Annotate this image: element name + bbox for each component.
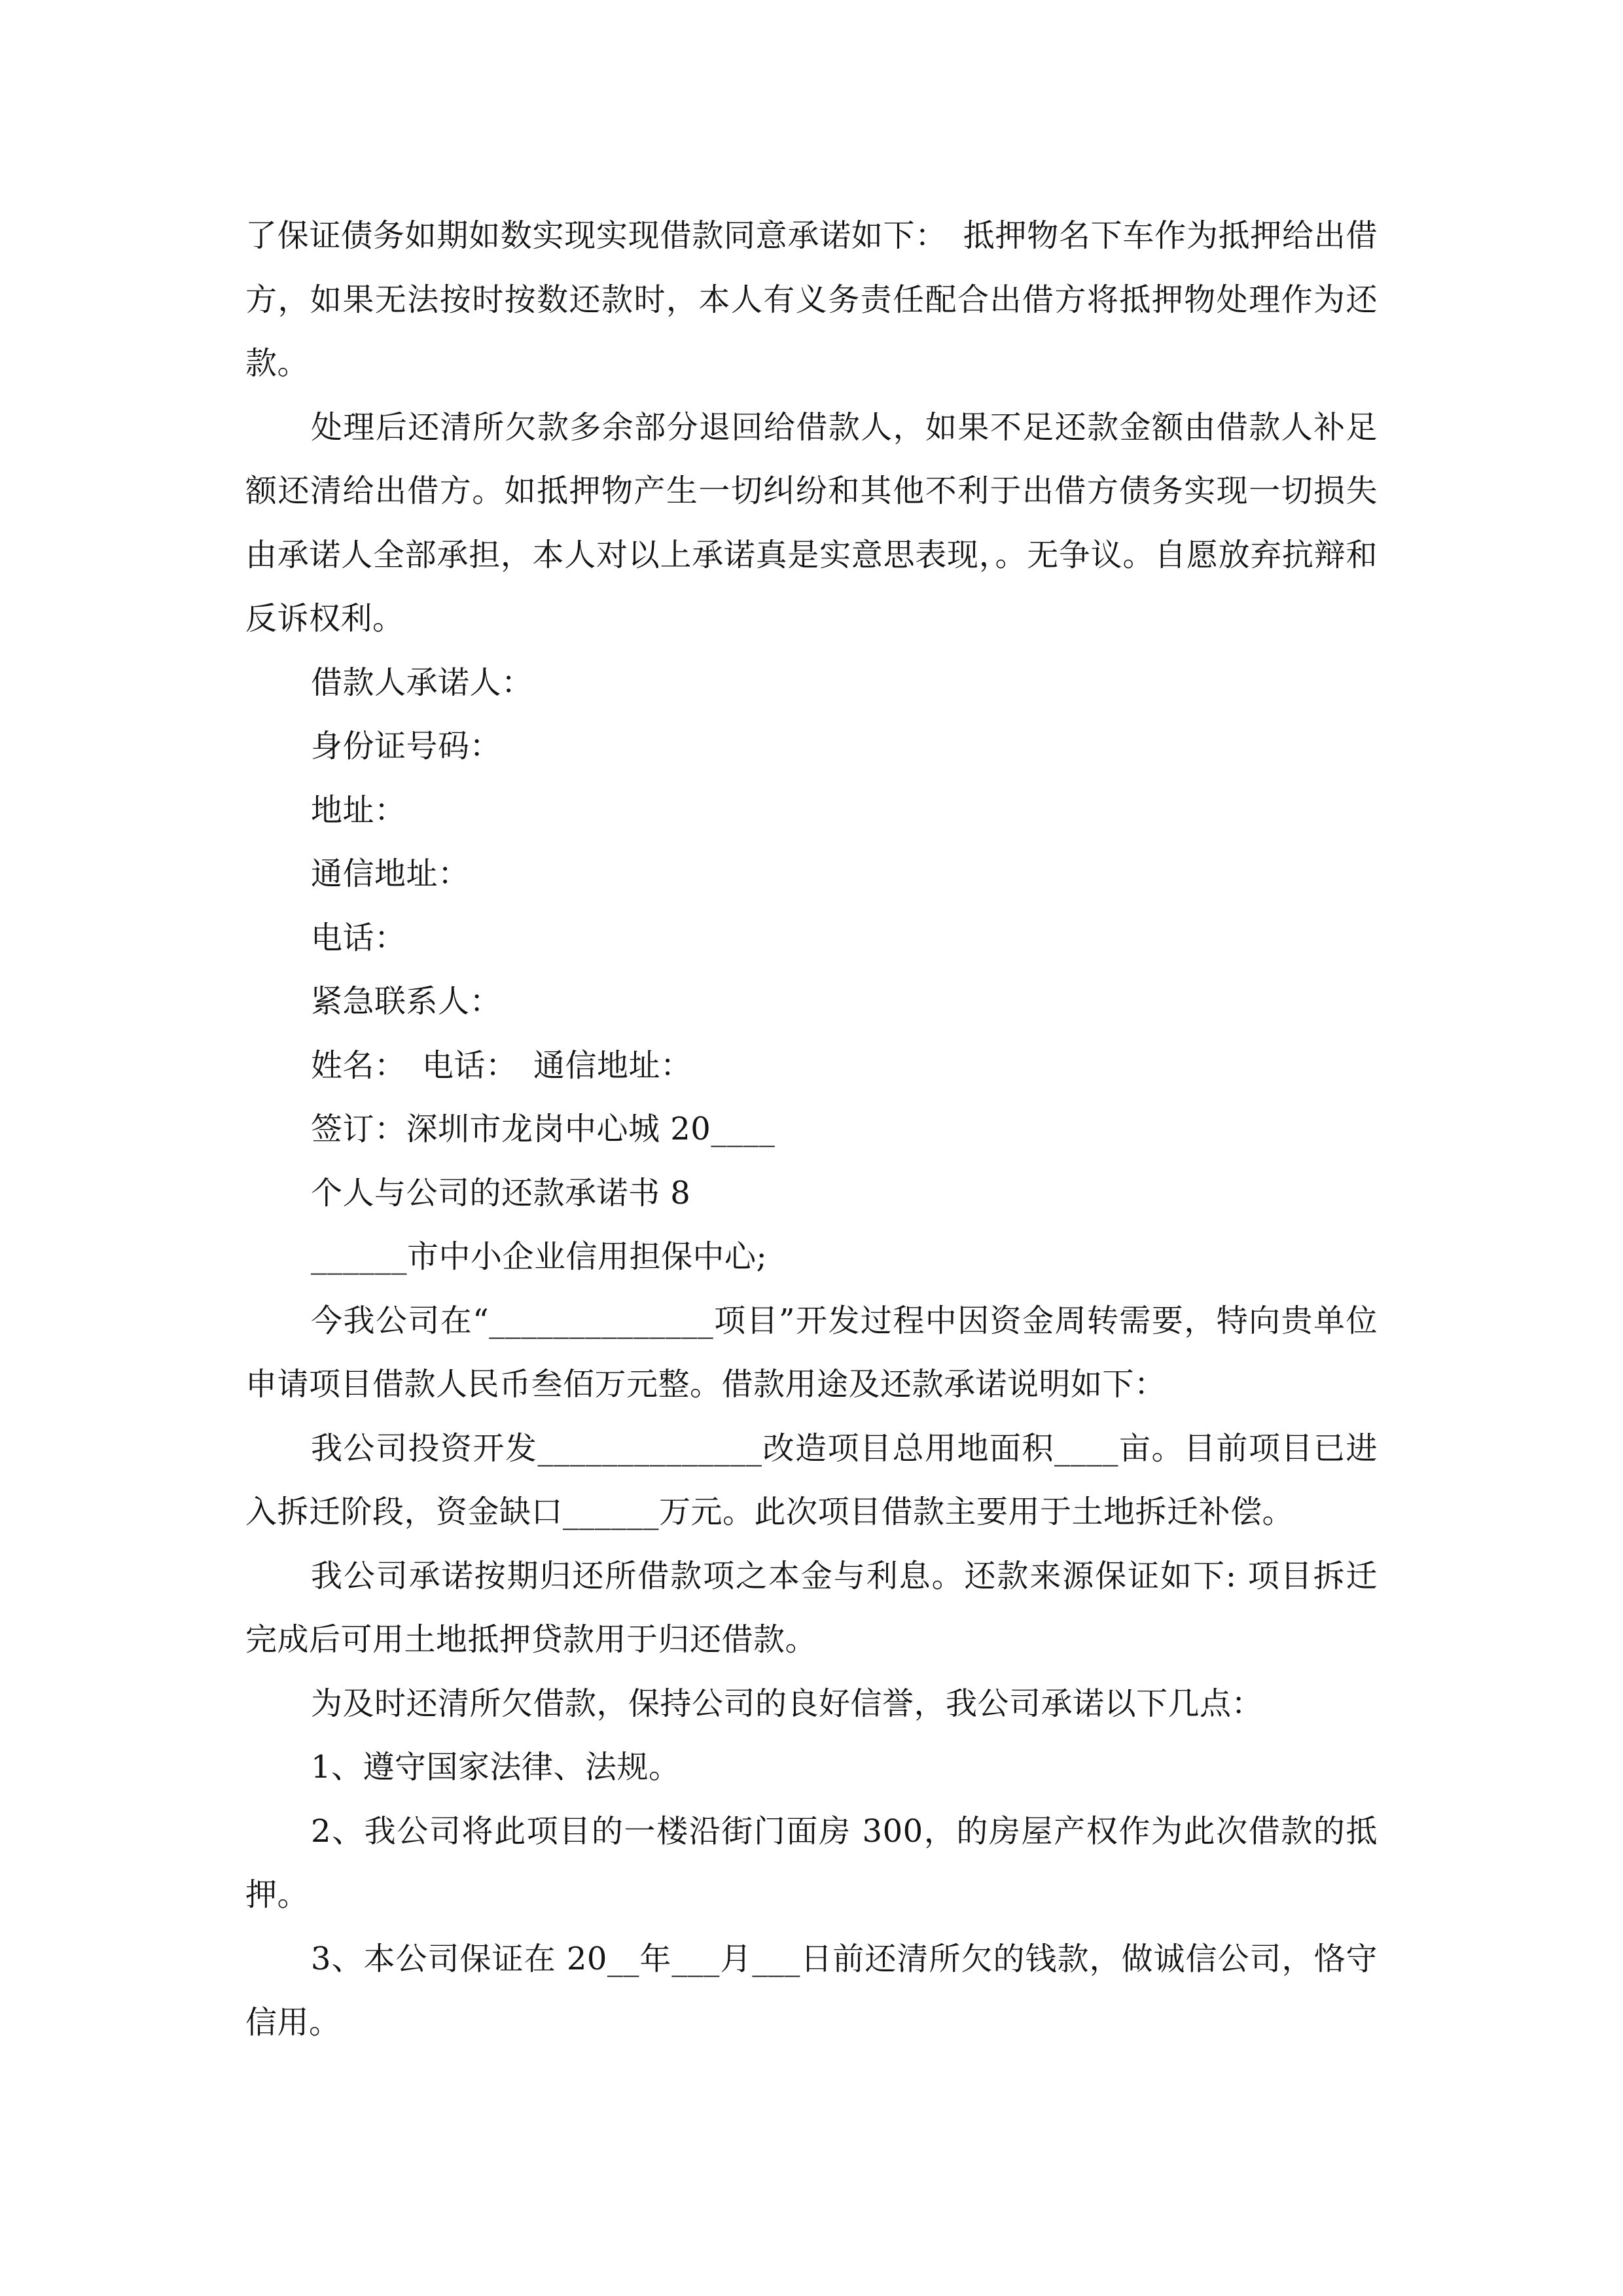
field-phone: 电话： — [311, 919, 406, 956]
document-body — [245, 204, 1378, 2055]
commitment-item-2: 2、我公司将此项目的一楼沿街门面房 300，的房屋产权作为此次借款的抵押。 — [245, 1812, 1378, 1913]
paragraph-collateral-terms: 了保证债务如期如数实现实现借款同意承诺如下： 抵押物名下车作为抵押给出借方，如果无法按时按数还款时，本人有义务责任配合出借方将抵押物处理作为还款。 — [245, 217, 1378, 382]
commitment-item-3: 3、本公司保证在 20__年___月___日前还清所欠的钱款，做诚信公司，恪守信用。 — [245, 1940, 1378, 2041]
field-contact-details: 姓名： 电话： 通信地址： — [311, 1047, 692, 1084]
field-mailing-address: 通信地址： — [311, 855, 470, 892]
field-borrower-promisor: 借款人承诺人： — [311, 664, 533, 701]
field-address: 地址： — [311, 791, 406, 829]
field-id-number: 身份证号码： — [311, 728, 502, 764]
addressee: ______市中小企业信用担保中心; — [311, 1238, 768, 1275]
field-emergency-contact: 紧急联系人： — [311, 983, 502, 1020]
section-heading: 个人与公司的还款承诺书 8 — [311, 1174, 691, 1211]
commitment-item-1: 1、遵守国家法律、法规。 — [311, 1749, 681, 1785]
paragraph-disposal-terms: 处理后还清所欠款多余部分退回给借款人，如果不足还款金额由借款人补足额还清给出借方。如抵押物产生一切纠纷和其他不利于出借方债务实现一切损失由承诺人全部承担，本人对以上承诺真是实意思表现，。无争议。自愿放弃抗辩和反诉权利。 — [245, 408, 1378, 637]
field-signed-at: 签订：深圳市龙岗中心城 20____ — [311, 1111, 776, 1147]
paragraph-commitments-intro: 为及时还清所欠借款，保持公司的良好信誉，我公司承诺以下几点： — [311, 1685, 1264, 1722]
paragraph-project-details: 我公司投资开发______________改造项目总用地面积____亩。目前项目已进入拆迁阶段，资金缺口______万元。此次项目借款主要用于土地拆迁补偿。 — [245, 1429, 1378, 1530]
paragraph-loan-request: 今我公司在“______________项目”开发过程中因资金周转需要，特向贵单位申请项目借款人民币叁佰万元整。借款用途及还款承诺说明如下： — [245, 1302, 1378, 1403]
paragraph-repayment-source: 我公司承诺按期归还所借款项之本金与利息。还款来源保证如下: 项目拆迁完成后可用土地抵押贷款用于归还借款。 — [245, 1557, 1378, 1658]
